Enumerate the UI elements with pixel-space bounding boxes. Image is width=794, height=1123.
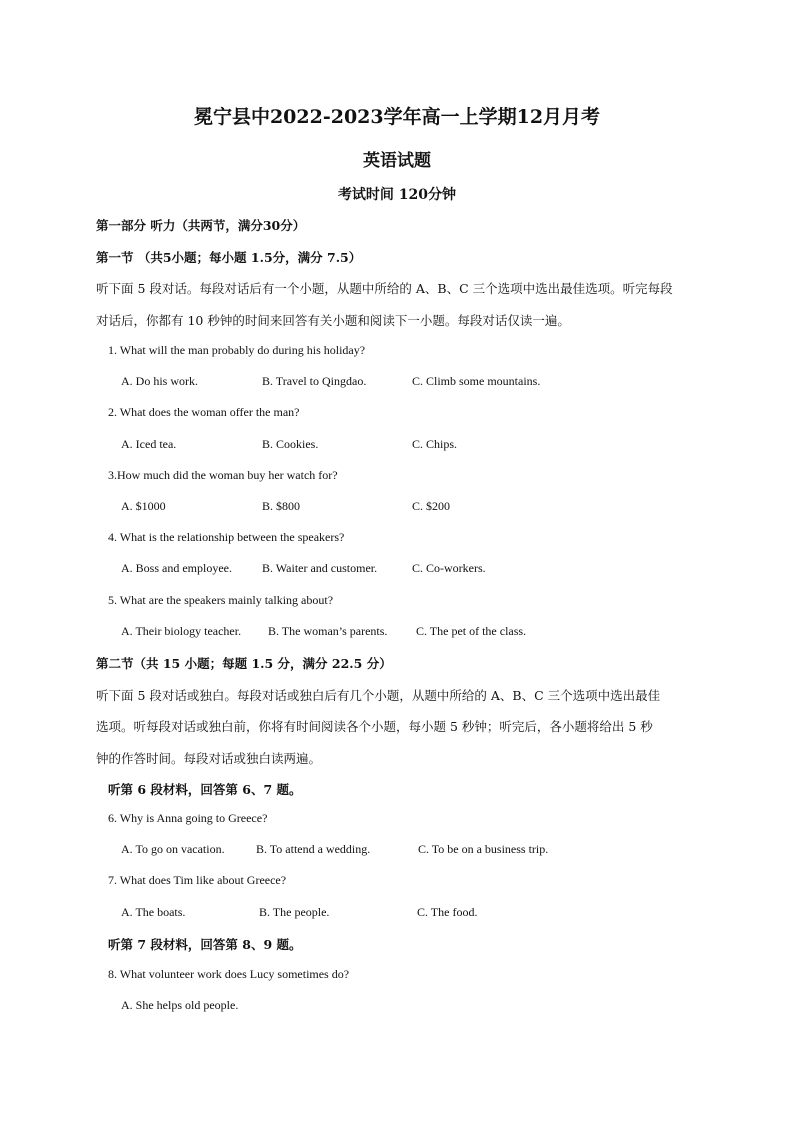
- q5-option-c: C. The pet of the class.: [416, 624, 527, 638]
- section1-intro-line2: 对话后，你都有 10 秒钟的时间来回答有关小题和阅读下一小题。每段对话仅读一遍。: [96, 313, 570, 328]
- q6-option-a: A. To go on vacation.: [121, 842, 225, 856]
- exam-subject: 英语试题: [363, 151, 431, 171]
- question-2: 2. What does the woman offer the man?: [108, 405, 300, 419]
- q4-option-b: B. Waiter and customer.: [262, 561, 378, 575]
- section1-heading: 第一节 （共5小题；每小题 1.5分，满分 7.5）: [96, 250, 362, 265]
- q2-option-c: C. Chips.: [412, 437, 458, 451]
- q6-option-c: C. To be on a business trip.: [418, 842, 549, 856]
- section2-intro-line2: 选项。听每段对话或独白前，你将有时间阅读各个小题，每小题 5 秒钟；听完后，各小题将给出 5 秒: [96, 719, 653, 734]
- q1-option-c: C. Climb some mountains.: [412, 374, 541, 388]
- question-7: 7. What does Tim like about Greece?: [108, 873, 287, 887]
- q7-option-a: A. The boats.: [121, 905, 186, 919]
- q6-option-b: B. To attend a wedding.: [256, 842, 371, 856]
- q7-option-b: B. The people.: [259, 905, 330, 919]
- section2-intro-line3: 钟的作答时间。每段对话或独白读两遍。: [96, 751, 322, 766]
- question-8: 8. What volunteer work does Lucy sometimes do?: [108, 967, 350, 981]
- question-4: 4. What is the relationship between the speakers?: [108, 530, 345, 544]
- exam-title: 冕宁县中2022-2023学年高一上学期12月月考: [193, 106, 601, 128]
- material-6-heading: 听第 6 段材料，回答第 6、7 题。: [108, 782, 302, 797]
- q8-option-a: A. She helps old people.: [121, 998, 239, 1012]
- section2-intro-line1: 听下面 5 段对话或独白。每段对话或独白后有几个小题，从题中所给的 A、B、C 三个选项中选出最佳: [96, 688, 661, 703]
- question-5: 5. What are the speakers mainly talking about?: [108, 593, 334, 607]
- part1-heading: 第一部分 听力（共两节，满分30分）: [96, 218, 306, 233]
- question-3: 3.How much did the woman buy her watch for?: [108, 468, 338, 482]
- q7-option-c: C. The food.: [417, 905, 478, 919]
- exam-time: 考试时间 120分钟: [337, 187, 457, 203]
- q1-option-a: A. Do his work.: [121, 374, 198, 388]
- q3-option-a: A. $1000: [121, 499, 166, 513]
- section1-intro-line1: 听下面 5 段对话。每段对话后有一个小题，从题中所给的 A、B、C 三个选项中选出最佳选项。听完每段: [96, 281, 673, 296]
- section2-heading: 第二节（共 15 小题；每题 1.5 分，满分 22.5 分）: [96, 656, 392, 671]
- q4-option-a: A. Boss and employee.: [121, 561, 232, 575]
- material-7-heading: 听第 7 段材料，回答第 8、9 题。: [108, 937, 302, 952]
- question-1: 1. What will the man probably do during his holiday?: [108, 343, 366, 357]
- q4-option-c: C. Co-workers.: [412, 561, 486, 575]
- q3-option-b: B. $800: [262, 499, 301, 513]
- q1-option-b: B. Travel to Qingdao.: [262, 374, 367, 388]
- q3-option-c: C. $200: [412, 499, 451, 513]
- q5-option-b: B. The woman’s parents.: [268, 624, 388, 638]
- q5-option-a: A. Their biology teacher.: [121, 624, 242, 638]
- question-6: 6. Why is Anna going to Greece?: [108, 811, 268, 825]
- q2-option-b: B. Cookies.: [262, 437, 319, 451]
- q2-option-a: A. Iced tea.: [121, 437, 177, 451]
